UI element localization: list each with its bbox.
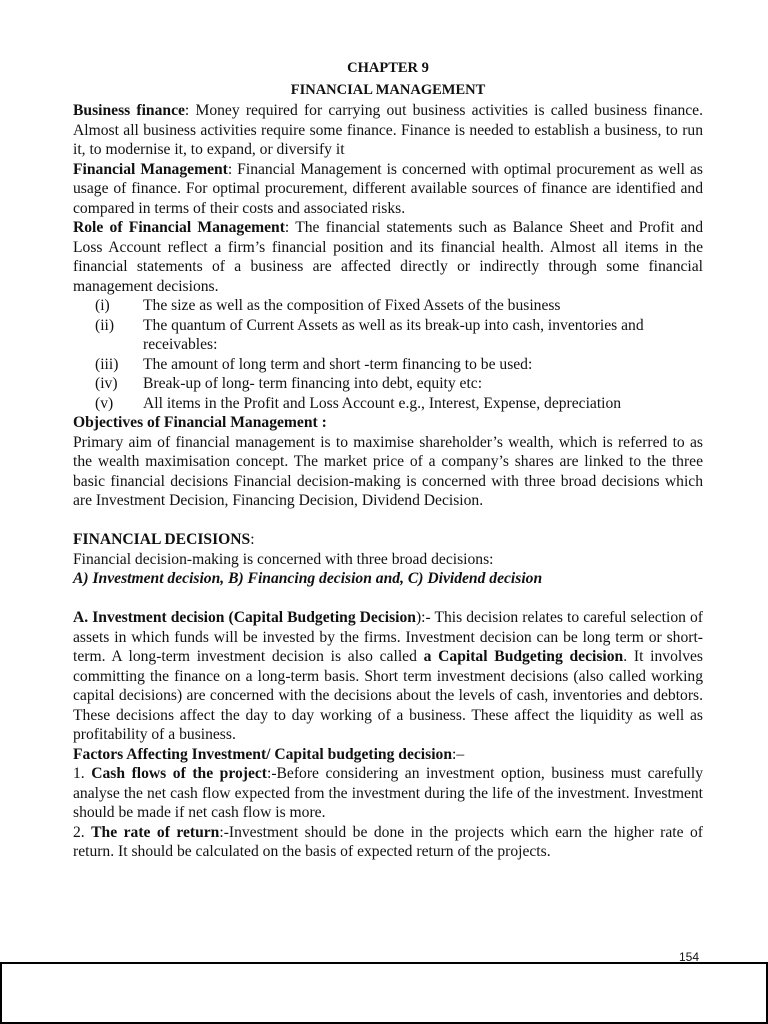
spacer [73,589,703,609]
role-text: : The financial statements such as Balance Sheet and Profit and Loss Account reflect a firm’s financial position and its financial health. Almost all items in the financial statements of a business are affected directly or indirectly through some financial management decisions. [73,219,704,295]
list-item-number: (iii) [95,355,119,373]
factors-heading-line [73,745,703,765]
role-list [73,296,703,413]
objectives-paragraph: Primary aim of financial management is to maximise shareholder’s wealth, which is referred to as the wealth maximisation concept. The market price of a company’s shares are linked to the three basic financial decisions Financial decision-making is concerned with three broad decisions which are Investment Decision, Financing Decision, Dividend Decision. [73,433,703,509]
list-item-text: The amount of long term and short -term financing to be used: [143,355,533,373]
investment-paragraph [73,608,703,745]
spacer [73,511,703,531]
business-finance-text: : Money required for carrying out business activities is called business finance. Almost all business activities require some finance. Finance is needed to establish a business, to run it, to modernise it, to expand, or diversify it [73,102,703,158]
list-item-number: (ii) [95,316,115,334]
list-item-text: Break-up of long- term financing into debt, equity etc: [143,375,483,392]
list-item-text: The quantum of Current Assets as well as its break-up into cash, inventories and receivables: [143,316,644,353]
list-item [73,394,703,414]
factor-item [73,823,703,862]
role-term: Role of Financial Management [73,219,285,236]
decisions-heading-line [73,530,703,550]
list-item-number: (i) [95,297,110,314]
factors-heading-suffix: :– [452,745,465,763]
factor-number: 2. [73,823,92,841]
financial-management-text: : Financial Management is concerned with optimal procurement as well as usage of finance. For optimal procurement, different available sources of finance are identified and compared in terms of their costs and associated risks. [73,160,703,217]
factor-term: The rate of return [91,823,220,841]
page-number: 154 [679,950,700,964]
decisions-list: A) Investment decision, B) Financing decision and, C) Dividend decision [73,570,543,587]
factor-number: 1. [73,765,92,782]
financial-management-term: Financial Management [73,160,228,178]
factors-heading: Factors Affecting Investment/ Capital budgeting decision [73,745,453,763]
chapter-title: FINANCIAL MANAGEMENT [290,81,486,98]
factor-text: :-Before considering an investment option, business must carefully analyse the net cash flow expected from the investment during the life of the investment. Investment should be made if net cash flow is more. [73,765,703,821]
investment-heading: A. Investment decision (Capital Budgeting Decision [73,609,416,626]
chapter-number: CHAPTER 9 [347,60,429,76]
business-finance-paragraph [73,101,703,160]
list-item [73,316,703,355]
decisions-heading-suffix: : [250,531,255,548]
list-item-number: (iv) [95,375,118,392]
objectives-heading: Objectives of Financial Management : [73,414,327,431]
factor-term: Cash flows of the project [91,765,267,782]
investment-text-1: ):- This decision relates to careful selection of assets in which funds will be invested by the firms. Investment decision can be long term or short-term. A long-term investment decision is also called [73,609,703,665]
list-item [73,374,703,394]
list-item [73,296,703,316]
investment-bold-term: a Capital Budgeting decision [423,648,624,665]
business-finance-term: Business finance [73,102,185,119]
financial-management-paragraph [73,160,703,219]
footer-border-box [0,962,768,1024]
list-item-text: All items in the Profit and Loss Account e.g., Interest, Expense, depreciation [143,394,622,412]
document-page [73,58,703,862]
investment-text-2: . It involves committing the finance on a long-term basis. Short term investment decisions (also called working capital decisions) are concerned with the decisions about the levels of cash, inventories and debtors. These decisions affect the day to day working of a business. These affect the liquidity as well as profitability of a business. [73,648,703,743]
factor-text: :-Investment should be done in the projects which earn the higher rate of return. It should be calculated on the basis of expected return of the projects. [73,823,703,860]
role-paragraph [73,218,703,296]
factor-item [73,764,703,823]
decisions-intro: Financial decision-making is concerned with three broad decisions: [73,550,494,568]
list-item-number: (v) [95,394,114,412]
list-item [73,355,703,375]
list-item-text: The size as well as the composition of Fixed Assets of the business [143,297,561,314]
decisions-heading: FINANCIAL DECISIONS [73,531,251,548]
